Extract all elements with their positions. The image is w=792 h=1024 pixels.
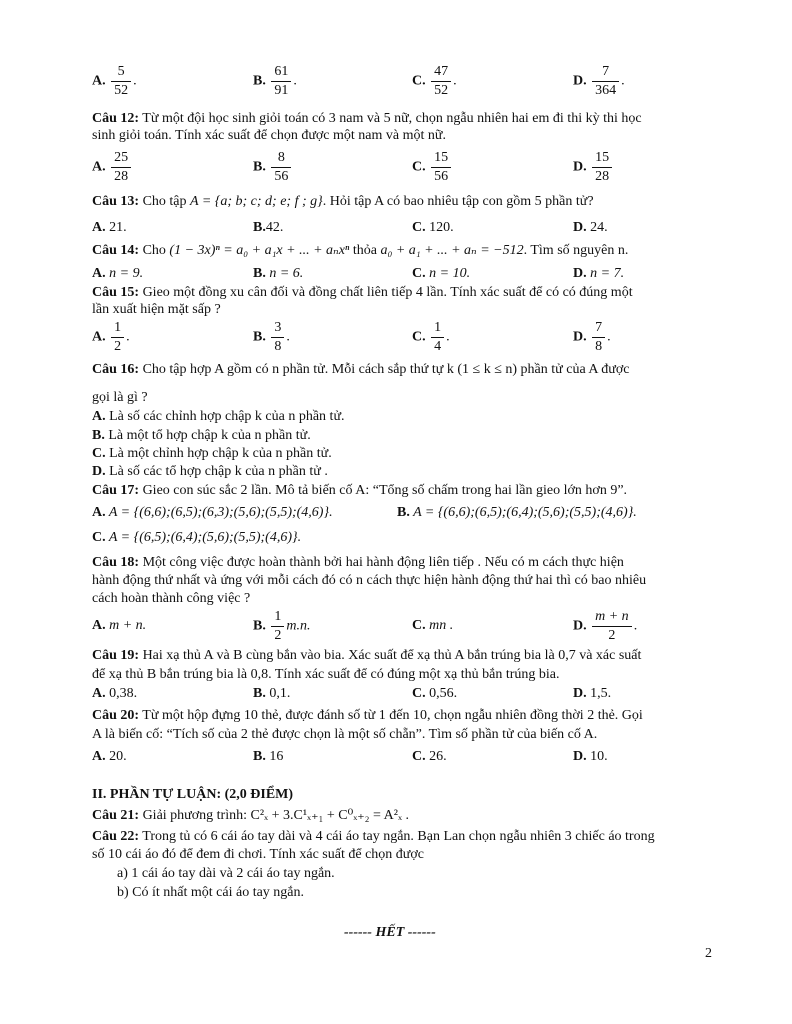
question-18-cont1: hành động thứ nhất và ứng với mỗi cách đó có n cách thực hiện hành động thứ hai thì có bao nhiêu: [92, 573, 647, 588]
q19-option-b: B. 0,1.: [253, 686, 291, 701]
end-mark: ------ HẾT ------: [344, 925, 436, 940]
top-option-d: D. $\frac{7}{364}$ .: [573, 64, 625, 98]
question-19: Câu 19: Hai xạ thủ A và B cùng bắn vào bia. Xác suất để xạ thủ A bắn trúng bia là 0,7 và xác suất: [92, 648, 642, 663]
q19-option-d: D. 1,5.: [573, 686, 612, 701]
question-12: Câu 12: Từ một đội học sinh giỏi toán có 3 nam và 5 nữ, chọn ngẫu nhiên hai em đi thi kỳ thi học: [92, 111, 642, 126]
top-option-a: A. $\frac{5}{52}$ .: [92, 64, 137, 98]
question-16-cont: gọi là gì ?: [92, 390, 148, 405]
q20-option-b: B. 16: [253, 749, 284, 764]
page-number: 2: [705, 946, 712, 961]
q22-part-b: b) Có ít nhất một cái áo tay ngắn.: [117, 885, 305, 900]
question-12-cont: sinh giỏi toán. Tính xác suất để chọn được một nam và một nữ.: [92, 128, 446, 143]
question-15-cont: lần xuất hiện mặt sấp ?: [92, 302, 221, 317]
question-18: Câu 18: Một công việc được hoàn thành bởi hai hành động liên tiếp . Nếu có m cách thực hiện: [92, 555, 624, 570]
question-21: Câu 21: Giải phương trình: C²ₓ + 3.C¹ₓ₊₁ + C⁰ₓ₊₂ = A²ₓ .: [92, 808, 410, 823]
q17-option-a: A. A = {(6,6);(6,5);(6,3);(5,6);(5,5);(4,6)}.: [92, 505, 333, 520]
q14-option-d: D. n = 7.: [573, 266, 625, 281]
top-option-b: B. $\frac{61}{91}$ .: [253, 64, 297, 98]
question-20: Câu 20: Từ một hộp đựng 10 thẻ, được đánh số từ 1 đến 10, chọn ngẫu nhiên đồng thời 2 thẻ. Gọi: [92, 708, 643, 723]
q18-option-c: C. mn .: [412, 618, 454, 633]
q17-option-b: B. A = {(6,6);(6,5);(6,4);(5,6);(5,5);(4,6)}.: [397, 505, 637, 520]
question-19-cont: để xạ thủ B bắn trúng bia là 0,8. Tính xác suất để có đúng một xạ thủ bắn trúng bia.: [92, 667, 560, 682]
question-17: Câu 17: Gieo con súc sắc 2 lần. Mô tả biến cố A: “Tổng số chấm trong hai lần gieo lớn hơn 9”.: [92, 483, 628, 498]
q22-part-a: a) 1 cái áo tay dài và 2 cái áo tay ngắn.: [117, 866, 335, 881]
top-option-c: C. $\frac{47}{52}$ .: [412, 64, 457, 98]
q17-option-c: C. A = {(6,5);(6,4);(5,6);(5,5);(4,6)}.: [92, 530, 302, 545]
question-16: Câu 16: Cho tập hợp A gồm có n phần tử. Mỗi cách sắp thứ tự k (1 ≤ k ≤ n) phần tử của A được: [92, 362, 630, 377]
q13-option-c: C. 120.: [412, 220, 454, 235]
question-15: Câu 15: Gieo một đồng xu cân đối và đồng chất liên tiếp 4 lần. Tính xác suất để có có đúng một: [92, 285, 633, 300]
q15-option-a: A. $\frac{1}{2}$ .: [92, 320, 130, 354]
q15-option-b: B. $\frac{3}{8}$ .: [253, 320, 290, 354]
section-title: II. PHẦN TỰ LUẬN: (2,0 ĐIỂM): [92, 787, 294, 802]
q14-option-b: B. n = 6.: [253, 266, 304, 281]
q12-option-b: B. $\frac{8}{56}$: [253, 150, 293, 185]
q12-option-c: C. $\frac{15}{56}$: [412, 150, 453, 185]
question-22-cont: số 10 cái áo đó để đem đi chơi. Tính xác suất để chọn được: [92, 847, 424, 862]
q18-option-a: A. m + n.: [92, 618, 147, 633]
q20-option-d: D. 10.: [573, 749, 608, 764]
q18-option-d: D. $\frac{m + n}{2}$ .: [573, 609, 638, 643]
q15-option-d: D. $\frac{7}{8}$ .: [573, 320, 611, 354]
question-22: Câu 22: Trong tủ có 6 cái áo tay dài và 4 cái áo tay ngắn. Bạn Lan chọn ngẫu nhiên 3 chiếc áo trong: [92, 829, 655, 844]
question-18-cont2: cách hoàn thành công việc ?: [92, 591, 251, 606]
q13-option-a: A. 21.: [92, 220, 127, 235]
q18-option-b: B. $\frac{1}{2}$ m.n.: [253, 609, 311, 643]
question-14: Câu 14: Cho (1 − 3x)ⁿ = a₀ + a₁x + ... + aₙxⁿ thỏa a₀ + a₁ + ... + aₙ = −512. Tìm số nguyên n.: [92, 243, 629, 258]
q13-option-d: D. 24.: [573, 220, 608, 235]
q19-option-a: A. 0,38.: [92, 686, 138, 701]
q12-option-a: A. $\frac{25}{28}$: [92, 150, 133, 185]
q16-option-c: C. Là một chỉnh hợp chập k của n phần tử.: [92, 446, 332, 461]
q16-option-a: A. Là số các chỉnh hợp chập k của n phần tử.: [92, 409, 345, 424]
q20-option-c: C. 26.: [412, 749, 447, 764]
q14-option-c: C. n = 10.: [412, 266, 471, 281]
q16-option-d: D. Là số các tổ hợp chập k của n phần tử .: [92, 464, 328, 479]
question-20-cont: A là biến cố: “Tích số của 2 thẻ được chọn là một số chẵn”. Tìm số phần tử của biến cố A.: [92, 727, 598, 742]
q20-option-a: A. 20.: [92, 749, 127, 764]
question-13: Câu 13: Cho tập A = {a; b; c; d; e; f ; g}. Hỏi tập A có bao nhiêu tập con gồm 5 phần tử?: [92, 194, 594, 209]
q14-option-a: A. n = 9.: [92, 266, 144, 281]
q13-option-b: B.42.: [253, 220, 284, 235]
q16-option-b: B. Là một tổ hợp chập k của n phần tử.: [92, 428, 311, 443]
q12-option-d: D. $\frac{15}{28}$: [573, 150, 614, 185]
q19-option-c: C. 0,56.: [412, 686, 458, 701]
q15-option-c: C. $\frac{1}{4}$ .: [412, 320, 450, 354]
